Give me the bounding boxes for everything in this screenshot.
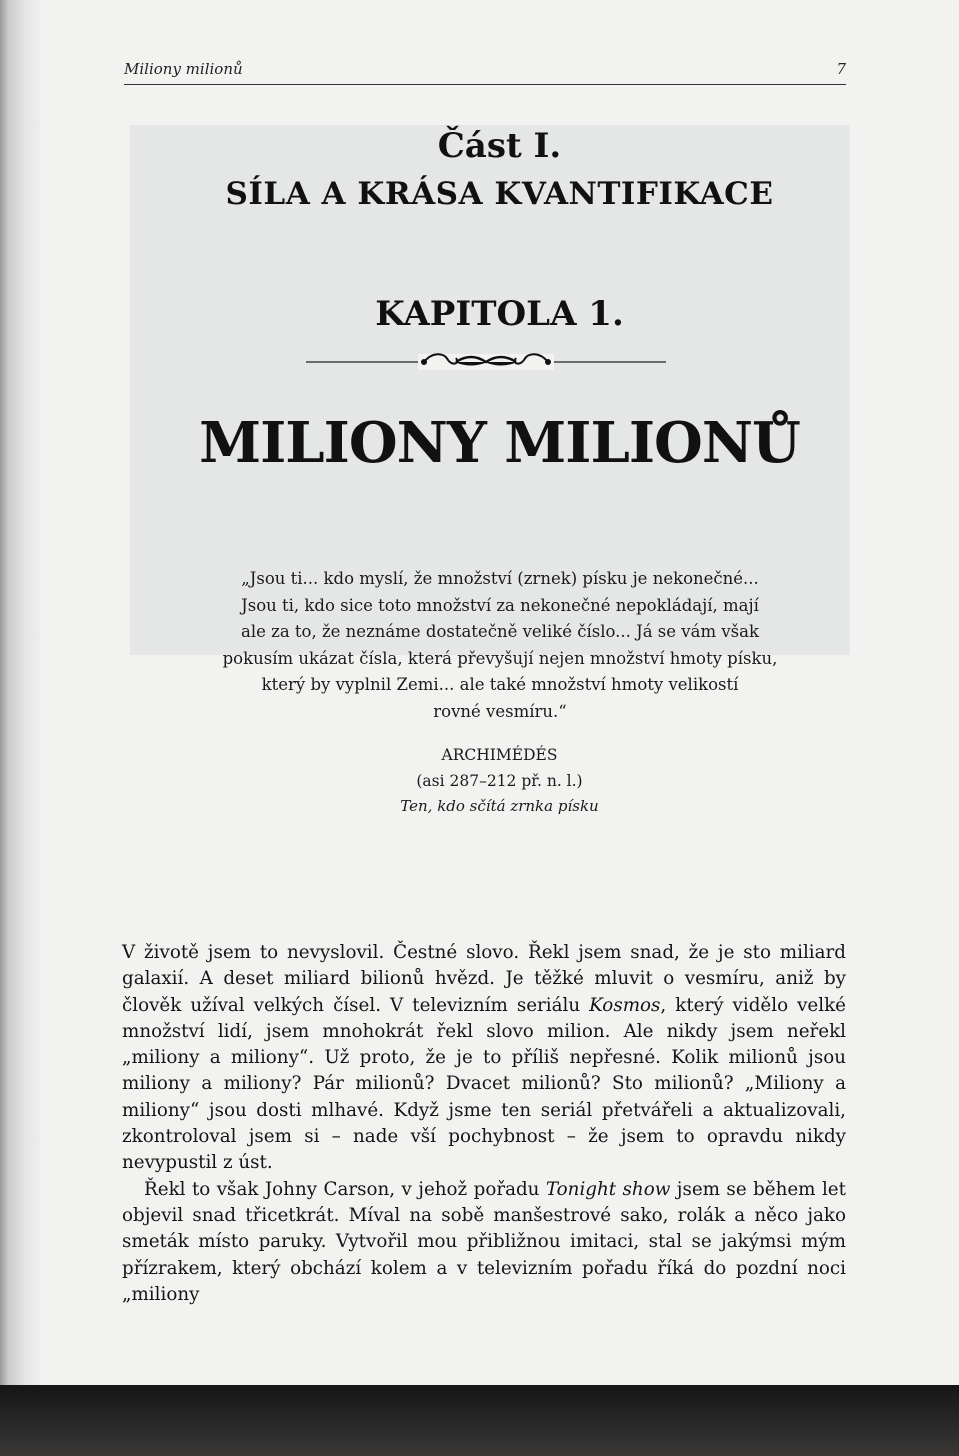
book-page (40, 0, 959, 1385)
chapter-label: KAPITOLA 1. (375, 294, 624, 334)
page-number: 7 (836, 60, 846, 78)
epigraph-line: pokusím ukázat čísla, která převyšují nejen množství hmoty písku, (222, 648, 778, 668)
paragraph-text: Řekl to však Johny Carson, v jehož pořadu (144, 1178, 546, 1200)
running-head-title: Miliony milionů (124, 60, 243, 78)
desk-edge (0, 1385, 959, 1456)
epigraph-line: který by vyplnil Zemi... ale také množství hmoty velikostí (261, 675, 739, 694)
epigraph-work: Ten, kdo sčítá zrnka písku (400, 797, 599, 815)
paragraph-text: , který vidělo velké množství lidí, jsem mnohokrát řekl slovo milion. Ale nikdy jsem neřekl „miliony a miliony“. Už proto, že je to příliš nepřesné. Kolik milionů jsou miliony a miliony? Pár milionů? Dvacet milionů? Sto milionů? „Miliony a miliony“ jsou dosti mlhavé. Když jsme ten seriál přetvářeli a aktualizovali, zkontroloval jsem si – nade vší pochybnost – že jsem to opravdu nikdy nevypustil z úst. (122, 994, 846, 1174)
emphasis-title: Kosmos (589, 994, 661, 1016)
paragraph-text: jsem se během let objevil snad třicetkrát. Míval na sobě manšestrové sako, rolák a něco jako smeták místo paruky. Vytvořil mou přibližnou imitaci, stal se jakýmsi mým přízrakem, který obchází kolem a v televizním pořadu říká do pozdní noci „miliony (122, 1178, 846, 1305)
emphasis-title: Tonight show (545, 1178, 671, 1200)
book-binding-shadow (0, 0, 40, 1385)
part-title: SÍLA A KRÁSA KVANTIFIKACE (225, 176, 774, 212)
body-text (122, 940, 846, 1308)
epigraph-line: rovné vesmíru.“ (433, 701, 567, 721)
epigraph-line: ale za to, že neznáme dostatečně veliké číslo... Já se vám však (241, 622, 759, 641)
paragraph (122, 940, 846, 1177)
chapter-title: MILIONY MILIONŮ (199, 410, 800, 476)
epigraph-dates: (asi 287–212 př. n. l.) (416, 772, 583, 790)
epigraph-author: ARCHIMÉDÉS (441, 746, 558, 764)
epigraph-line: „Jsou ti... kdo myslí, že množství (zrnek) písku je nekonečné... (241, 569, 759, 588)
ornament-divider-icon (306, 346, 666, 374)
paragraph (122, 1177, 846, 1308)
epigraph-quote (190, 566, 810, 725)
running-head (124, 60, 846, 85)
epigraph-line: Jsou ti, kdo sice toto množství za nekonečné nepokládají, mají (241, 595, 759, 615)
paragraph-text: V životě jsem to nevyslovil. Čestné slovo. Řekl jsem snad, že je sto miliard galaxií. A deset miliard bilionů hvězd. Je těžké mluvit o vesmíru, aniž by člověk užíval velkých čísel. V televizním seriálu (122, 942, 846, 1016)
part-number: Část I. (437, 126, 562, 166)
